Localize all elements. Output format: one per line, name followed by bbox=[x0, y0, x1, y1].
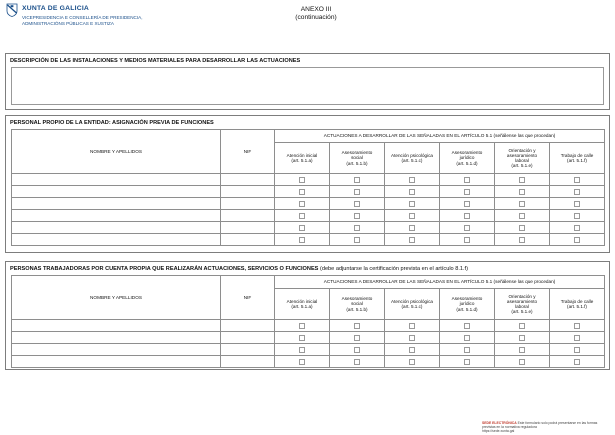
self-employed-action-header-6 bbox=[550, 289, 605, 320]
action-checkbox[interactable] bbox=[464, 237, 470, 243]
action-checkbox[interactable] bbox=[464, 335, 470, 341]
action-checkbox[interactable] bbox=[464, 213, 470, 219]
action-header-label: Asesoramiento social bbox=[341, 150, 373, 161]
action-checkbox-cell bbox=[275, 320, 330, 332]
table-row bbox=[12, 320, 605, 332]
action-checkbox[interactable] bbox=[519, 359, 525, 365]
nif-field[interactable] bbox=[221, 186, 275, 198]
action-checkbox-cell bbox=[440, 320, 495, 332]
section-self-employed-note: (debe adjuntarse la certificación prevista en el artículo 8.1.f) bbox=[319, 266, 468, 272]
action-header-label: Trabajo de calle bbox=[560, 298, 594, 304]
action-checkbox[interactable] bbox=[574, 177, 580, 183]
action-checkbox[interactable] bbox=[354, 177, 360, 183]
action-header-label: Asesoramiento social bbox=[341, 296, 373, 307]
action-checkbox-cell bbox=[440, 344, 495, 356]
action-checkbox-cell bbox=[330, 186, 385, 198]
action-checkbox-cell bbox=[275, 186, 330, 198]
nif-field[interactable] bbox=[221, 210, 275, 222]
action-checkbox[interactable] bbox=[354, 237, 360, 243]
own-staff-action-header-4 bbox=[440, 143, 495, 174]
action-header-article: (art. 5.1.d) bbox=[456, 160, 478, 166]
table-row bbox=[12, 174, 605, 186]
action-header-article: (art. 5.1.b) bbox=[346, 306, 368, 312]
action-checkbox[interactable] bbox=[299, 347, 305, 353]
nif-field[interactable] bbox=[221, 332, 275, 344]
name-field[interactable] bbox=[12, 222, 221, 234]
action-checkbox-cell bbox=[440, 222, 495, 234]
own-staff-table bbox=[11, 129, 605, 246]
action-checkbox[interactable] bbox=[574, 347, 580, 353]
action-checkbox[interactable] bbox=[519, 189, 525, 195]
action-checkbox[interactable] bbox=[519, 335, 525, 341]
name-field[interactable] bbox=[12, 174, 221, 186]
own-staff-action-header-2 bbox=[330, 143, 385, 174]
action-checkbox-cell bbox=[495, 234, 550, 246]
table-row bbox=[12, 186, 605, 198]
action-checkbox-cell bbox=[385, 344, 440, 356]
action-checkbox-cell bbox=[550, 344, 605, 356]
action-header-label: Asesoramiento jurídico bbox=[451, 150, 483, 161]
self-employed-col-nif: NIF bbox=[221, 276, 275, 320]
table-row bbox=[12, 356, 605, 368]
action-checkbox[interactable] bbox=[354, 323, 360, 329]
action-checkbox[interactable] bbox=[464, 347, 470, 353]
action-checkbox[interactable] bbox=[299, 359, 305, 365]
action-checkbox-cell bbox=[550, 356, 605, 368]
action-checkbox-cell bbox=[330, 332, 385, 344]
action-checkbox[interactable] bbox=[409, 177, 415, 183]
action-checkbox[interactable] bbox=[574, 225, 580, 231]
nif-field[interactable] bbox=[221, 174, 275, 186]
action-checkbox-cell bbox=[275, 344, 330, 356]
brand-name: XUNTA DE GALICIA bbox=[22, 5, 90, 12]
name-field[interactable] bbox=[12, 234, 221, 246]
action-checkbox[interactable] bbox=[299, 189, 305, 195]
action-checkbox-cell bbox=[385, 320, 440, 332]
action-checkbox-cell bbox=[440, 210, 495, 222]
action-header-label: Atención inicial bbox=[286, 152, 318, 158]
action-checkbox-cell bbox=[385, 332, 440, 344]
action-checkbox[interactable] bbox=[354, 335, 360, 341]
action-checkbox[interactable] bbox=[519, 213, 525, 219]
table-row bbox=[12, 344, 605, 356]
action-checkbox[interactable] bbox=[574, 213, 580, 219]
action-checkbox-cell bbox=[275, 332, 330, 344]
nif-field[interactable] bbox=[221, 320, 275, 332]
annex-title: ANEXO III bbox=[300, 6, 332, 13]
action-checkbox[interactable] bbox=[519, 201, 525, 207]
action-header-article: (art. 5.1.c) bbox=[401, 158, 423, 163]
action-checkbox[interactable] bbox=[574, 201, 580, 207]
name-field[interactable] bbox=[12, 344, 221, 356]
action-checkbox[interactable] bbox=[354, 189, 360, 195]
action-checkbox-cell bbox=[495, 210, 550, 222]
action-header-article: (art. 5.1.d) bbox=[456, 306, 478, 312]
action-checkbox[interactable] bbox=[574, 359, 580, 365]
section-own-staff bbox=[5, 115, 610, 253]
action-checkbox-cell bbox=[385, 356, 440, 368]
action-checkbox-cell bbox=[330, 222, 385, 234]
action-checkbox-cell bbox=[495, 198, 550, 210]
table-row bbox=[12, 210, 605, 222]
action-checkbox-cell bbox=[275, 198, 330, 210]
action-header-article: (art. 5.1.e) bbox=[511, 163, 533, 169]
action-checkbox-cell bbox=[550, 210, 605, 222]
action-checkbox-cell bbox=[495, 320, 550, 332]
action-checkbox-cell bbox=[550, 174, 605, 186]
action-checkbox[interactable] bbox=[409, 213, 415, 219]
section-installations bbox=[5, 53, 610, 110]
action-checkbox[interactable] bbox=[409, 189, 415, 195]
action-header-label: Atención psicológica bbox=[391, 152, 433, 158]
action-header-label: Orientación y asesoramiento laboral bbox=[506, 293, 538, 309]
action-checkbox-cell bbox=[385, 234, 440, 246]
self-employed-actions-group-header: ACTUACIONES A DESARROLLAR DE LAS SEÑALADAS EN EL ARTÍCULO 5.1 (señálense las que procedan) bbox=[275, 276, 605, 289]
action-checkbox[interactable] bbox=[574, 335, 580, 341]
action-header-label: Asesoramiento jurídico bbox=[451, 296, 483, 307]
own-staff-action-header-1 bbox=[275, 143, 330, 174]
action-checkbox-cell bbox=[550, 332, 605, 344]
action-header-label: Trabajo de calle bbox=[560, 152, 594, 158]
own-staff-action-header-6 bbox=[550, 143, 605, 174]
annex-heading bbox=[276, 6, 356, 22]
own-staff-col-name: NOMBRE Y APELLIDOS bbox=[12, 130, 221, 174]
footer-tag: SEDE ELECTRÓNICA bbox=[482, 421, 517, 425]
action-checkbox[interactable] bbox=[519, 347, 525, 353]
action-checkbox-cell bbox=[440, 186, 495, 198]
action-checkbox[interactable] bbox=[299, 237, 305, 243]
action-checkbox-cell bbox=[330, 320, 385, 332]
footer-text: Este formulario solo podrá presentarse en las formas previstas en la normativa reguladora bbox=[482, 421, 598, 429]
nif-field[interactable] bbox=[221, 234, 275, 246]
action-checkbox-cell bbox=[440, 356, 495, 368]
table-row bbox=[12, 234, 605, 246]
action-checkbox[interactable] bbox=[464, 189, 470, 195]
action-checkbox-cell bbox=[275, 210, 330, 222]
table-row bbox=[12, 332, 605, 344]
action-checkbox-cell bbox=[495, 356, 550, 368]
action-checkbox-cell bbox=[440, 234, 495, 246]
footer-url: https://sede.xunta.gal bbox=[482, 429, 515, 433]
action-checkbox[interactable] bbox=[299, 177, 305, 183]
name-field[interactable] bbox=[12, 198, 221, 210]
section-self-employed-heading: PERSONAS TRABAJADORAS POR CUENTA PROPIA QUE REALIZARÁN ACTUACIONES, SERVICIOS O FUNCIONES bbox=[10, 266, 319, 272]
footer-note bbox=[482, 421, 610, 433]
action-checkbox-cell bbox=[550, 198, 605, 210]
action-checkbox[interactable] bbox=[519, 237, 525, 243]
action-checkbox-cell bbox=[275, 222, 330, 234]
name-field[interactable] bbox=[12, 356, 221, 368]
self-employed-col-name: NOMBRE Y APELLIDOS bbox=[12, 276, 221, 320]
action-checkbox[interactable] bbox=[409, 323, 415, 329]
action-checkbox-cell bbox=[440, 174, 495, 186]
action-checkbox-cell bbox=[495, 344, 550, 356]
action-checkbox[interactable] bbox=[299, 335, 305, 341]
action-header-label: Atención inicial bbox=[286, 298, 318, 304]
action-checkbox-cell bbox=[330, 344, 385, 356]
action-checkbox-cell bbox=[330, 174, 385, 186]
action-checkbox[interactable] bbox=[519, 225, 525, 231]
nif-field[interactable] bbox=[221, 198, 275, 210]
action-checkbox-cell bbox=[550, 234, 605, 246]
action-header-article: (art. 5.1.b) bbox=[346, 160, 368, 166]
action-checkbox[interactable] bbox=[354, 225, 360, 231]
action-checkbox[interactable] bbox=[299, 225, 305, 231]
action-checkbox[interactable] bbox=[354, 213, 360, 219]
action-checkbox[interactable] bbox=[574, 323, 580, 329]
name-field[interactable] bbox=[12, 332, 221, 344]
action-checkbox-cell bbox=[330, 210, 385, 222]
own-staff-action-header-5 bbox=[495, 143, 550, 174]
action-checkbox[interactable] bbox=[409, 347, 415, 353]
action-checkbox-cell bbox=[275, 174, 330, 186]
action-checkbox[interactable] bbox=[299, 213, 305, 219]
action-checkbox[interactable] bbox=[464, 323, 470, 329]
action-header-article: (art. 5.1.a) bbox=[291, 304, 313, 309]
name-field[interactable] bbox=[12, 186, 221, 198]
action-checkbox[interactable] bbox=[299, 201, 305, 207]
xunta-logo-icon bbox=[6, 3, 18, 17]
action-header-article: (art. 5.1.f) bbox=[567, 304, 587, 309]
action-checkbox-cell bbox=[330, 234, 385, 246]
action-checkbox-cell bbox=[330, 198, 385, 210]
action-checkbox[interactable] bbox=[409, 201, 415, 207]
action-checkbox[interactable] bbox=[464, 225, 470, 231]
action-checkbox[interactable] bbox=[409, 225, 415, 231]
own-staff-actions-group-header: ACTUACIONES A DESARROLLAR DE LAS SEÑALADAS EN EL ARTÍCULO 5.1 (señálense las que procedan) bbox=[275, 130, 605, 143]
action-checkbox[interactable] bbox=[409, 237, 415, 243]
self-employed-action-header-4 bbox=[440, 289, 495, 320]
self-employed-action-header-2 bbox=[330, 289, 385, 320]
nif-field[interactable] bbox=[221, 222, 275, 234]
section-self-employed bbox=[5, 261, 610, 370]
action-checkbox[interactable] bbox=[354, 359, 360, 365]
table-row bbox=[12, 222, 605, 234]
action-header-article: (art. 5.1.c) bbox=[401, 304, 423, 309]
name-field[interactable] bbox=[12, 320, 221, 332]
action-checkbox-cell bbox=[550, 320, 605, 332]
action-checkbox[interactable] bbox=[464, 359, 470, 365]
action-checkbox-cell bbox=[550, 222, 605, 234]
action-header-article: (art. 5.1.e) bbox=[511, 309, 533, 315]
own-staff-action-header-3 bbox=[385, 143, 440, 174]
table-row bbox=[12, 198, 605, 210]
document-header bbox=[6, 3, 610, 33]
name-field[interactable] bbox=[12, 210, 221, 222]
self-employed-action-header-5 bbox=[495, 289, 550, 320]
self-employed-action-header-3 bbox=[385, 289, 440, 320]
action-checkbox[interactable] bbox=[354, 201, 360, 207]
action-checkbox[interactable] bbox=[354, 347, 360, 353]
department-line-1: VICEPRESIDENCIA E CONSELLERÍA DE PRESIDENCIA, bbox=[22, 15, 143, 20]
action-checkbox-cell bbox=[495, 174, 550, 186]
annex-continuation: (continuación) bbox=[295, 14, 337, 21]
action-checkbox[interactable] bbox=[464, 201, 470, 207]
self-employed-action-header-1 bbox=[275, 289, 330, 320]
action-checkbox-cell bbox=[385, 222, 440, 234]
action-checkbox-cell bbox=[385, 174, 440, 186]
department-name bbox=[22, 15, 182, 26]
action-checkbox-cell bbox=[440, 332, 495, 344]
action-checkbox-cell bbox=[495, 186, 550, 198]
action-header-article: (art. 5.1.f) bbox=[567, 158, 587, 163]
action-checkbox[interactable] bbox=[409, 335, 415, 341]
action-checkbox[interactable] bbox=[409, 359, 415, 365]
nif-field[interactable] bbox=[221, 356, 275, 368]
action-checkbox-cell bbox=[275, 356, 330, 368]
action-checkbox-cell bbox=[275, 234, 330, 246]
action-checkbox-cell bbox=[385, 210, 440, 222]
section-installations-title: DESCRIPCIÓN DE LAS INSTALACIONES Y MEDIOS MATERIALES PARA DESARROLLAR LAS ACTUACIONES bbox=[10, 58, 301, 64]
section-self-employed-title bbox=[10, 266, 468, 272]
action-header-label: Atención psicológica bbox=[391, 298, 433, 304]
action-checkbox-cell bbox=[495, 222, 550, 234]
action-checkbox[interactable] bbox=[574, 237, 580, 243]
action-header-article: (art. 5.1.a) bbox=[291, 158, 313, 163]
action-checkbox[interactable] bbox=[299, 323, 305, 329]
action-checkbox[interactable] bbox=[574, 189, 580, 195]
action-checkbox-cell bbox=[440, 198, 495, 210]
action-checkbox[interactable] bbox=[519, 323, 525, 329]
action-checkbox-cell bbox=[385, 198, 440, 210]
nif-field[interactable] bbox=[221, 344, 275, 356]
action-header-label: Orientación y asesoramiento laboral bbox=[506, 147, 538, 163]
action-checkbox-cell bbox=[385, 186, 440, 198]
action-checkbox[interactable] bbox=[464, 177, 470, 183]
section-own-staff-title: PERSONAL PROPIO DE LA ENTIDAD: ASIGNACIÓN PREVIA DE FUNCIONES bbox=[10, 120, 214, 126]
action-checkbox[interactable] bbox=[519, 177, 525, 183]
self-employed-table bbox=[11, 275, 605, 368]
installations-description-field[interactable] bbox=[11, 67, 604, 105]
action-checkbox-cell bbox=[550, 186, 605, 198]
action-checkbox-cell bbox=[330, 356, 385, 368]
own-staff-col-nif: NIF bbox=[221, 130, 275, 174]
department-line-2: ADMINISTRACIÓNS PÚBLICAS E XUSTIZA bbox=[22, 20, 114, 26]
action-checkbox-cell bbox=[495, 332, 550, 344]
